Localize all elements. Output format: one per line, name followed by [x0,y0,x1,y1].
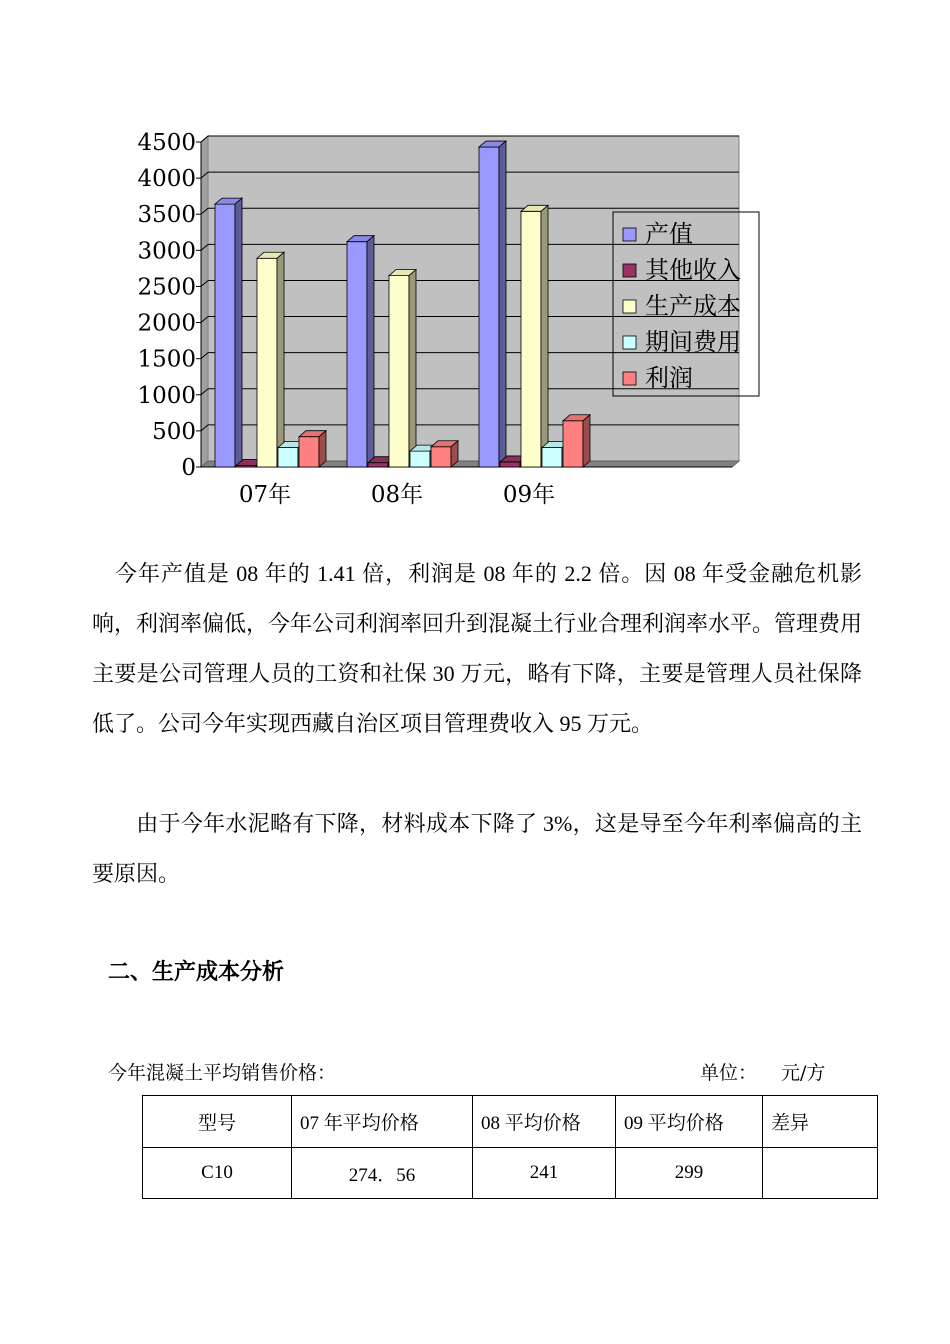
unit-label: 单位： [700,1062,758,1084]
bar-2-09年 [500,462,520,467]
x-tick-label: 07年 [238,482,292,508]
bar-side [409,270,416,467]
legend-swatch [623,300,636,313]
bar-1-09年 [479,147,499,467]
legend-swatch [623,264,636,277]
y-tick-label: 0 [181,455,196,481]
bar-side [235,198,242,467]
legend-label: 其他收入 [645,256,741,284]
bar-side [319,431,326,467]
bar-1-08年 [347,242,367,467]
bar-5-09年 [563,421,583,467]
table-unit [700,1058,825,1085]
header-08-price: 08 平均价格 [473,1096,616,1148]
header-model: 型号 [143,1096,292,1148]
table-header-row [143,1096,878,1148]
cell-07-price: 274．56 [292,1148,473,1199]
price-table [142,1095,878,1199]
header-09-price: 09 平均价格 [616,1096,763,1148]
legend-label: 产值 [645,220,693,248]
bar-4-07年 [278,448,298,468]
unit-value: 元/方 [781,1062,826,1084]
legend-swatch [623,372,636,385]
table-caption: 今年混凝土平均销售价格： [108,1062,337,1084]
cell-model: C10 [143,1148,292,1199]
y-tick-label: 3500 [137,202,196,229]
y-tick-label: 2000 [137,310,196,337]
bar-side [367,236,374,467]
bar-5-07年 [299,437,319,467]
y-tick-label: 1500 [137,346,196,373]
x-tick-label: 09年 [502,482,556,508]
bar-1-07年 [215,204,235,467]
legend-label: 生产成本 [645,292,741,320]
legend-swatch [623,336,636,349]
legend-label: 期间费用 [645,328,741,356]
x-tick-label: 08年 [370,482,424,508]
bar-5-08年 [431,447,451,467]
y-tick-label: 4500 [137,130,196,156]
bar-4-08年 [410,451,430,467]
bar-4-09年 [542,448,562,468]
header-difference: 差异 [763,1096,878,1148]
y-tick-label: 3000 [137,238,196,265]
bar-chart [120,120,770,520]
bar-3-09年 [521,211,541,467]
cell-difference [763,1148,878,1199]
bar-side [541,205,548,467]
table-row [143,1148,878,1199]
cell-09-price: 299 [616,1148,763,1199]
bar-side [583,415,590,467]
bar-side [277,252,284,467]
y-tick-label: 1000 [137,382,196,409]
paragraph-output-analysis: 今年产值是 08 年的 1.41 倍，利润是 08 年的 2.2 倍。因 08 年受金融危机影响，利润率偏低，今年公司利润率回升到混凝土行业合理利润率水平。管理费用主要是公司管理人员的工资和社保 30 万元，略有下降，主要是管理人员社保降低了。公司今年实现西藏自治区项目管理费收入 95 万元。 [92,561,863,736]
bar-3-07年 [257,258,277,467]
cell-08-price: 241 [473,1148,616,1199]
bar-3-08年 [389,276,409,467]
bar-2-08年 [368,463,388,467]
section-title: 二、生产成本分析 [108,960,285,985]
legend-label: 利润 [645,364,693,392]
plot-side-wall [201,136,208,467]
header-07-price: 07 年平均价格 [292,1096,473,1148]
paragraph-cost-reason: 由于今年水泥略有下降，材料成本下降了 3%，这是导至今年利率偏高的主要原因。 [92,811,862,886]
y-tick-label: 4000 [137,166,196,193]
y-tick-label: 500 [152,418,196,445]
y-tick-label: 2500 [137,274,196,301]
bar-side [499,141,506,467]
legend-swatch [623,228,636,241]
